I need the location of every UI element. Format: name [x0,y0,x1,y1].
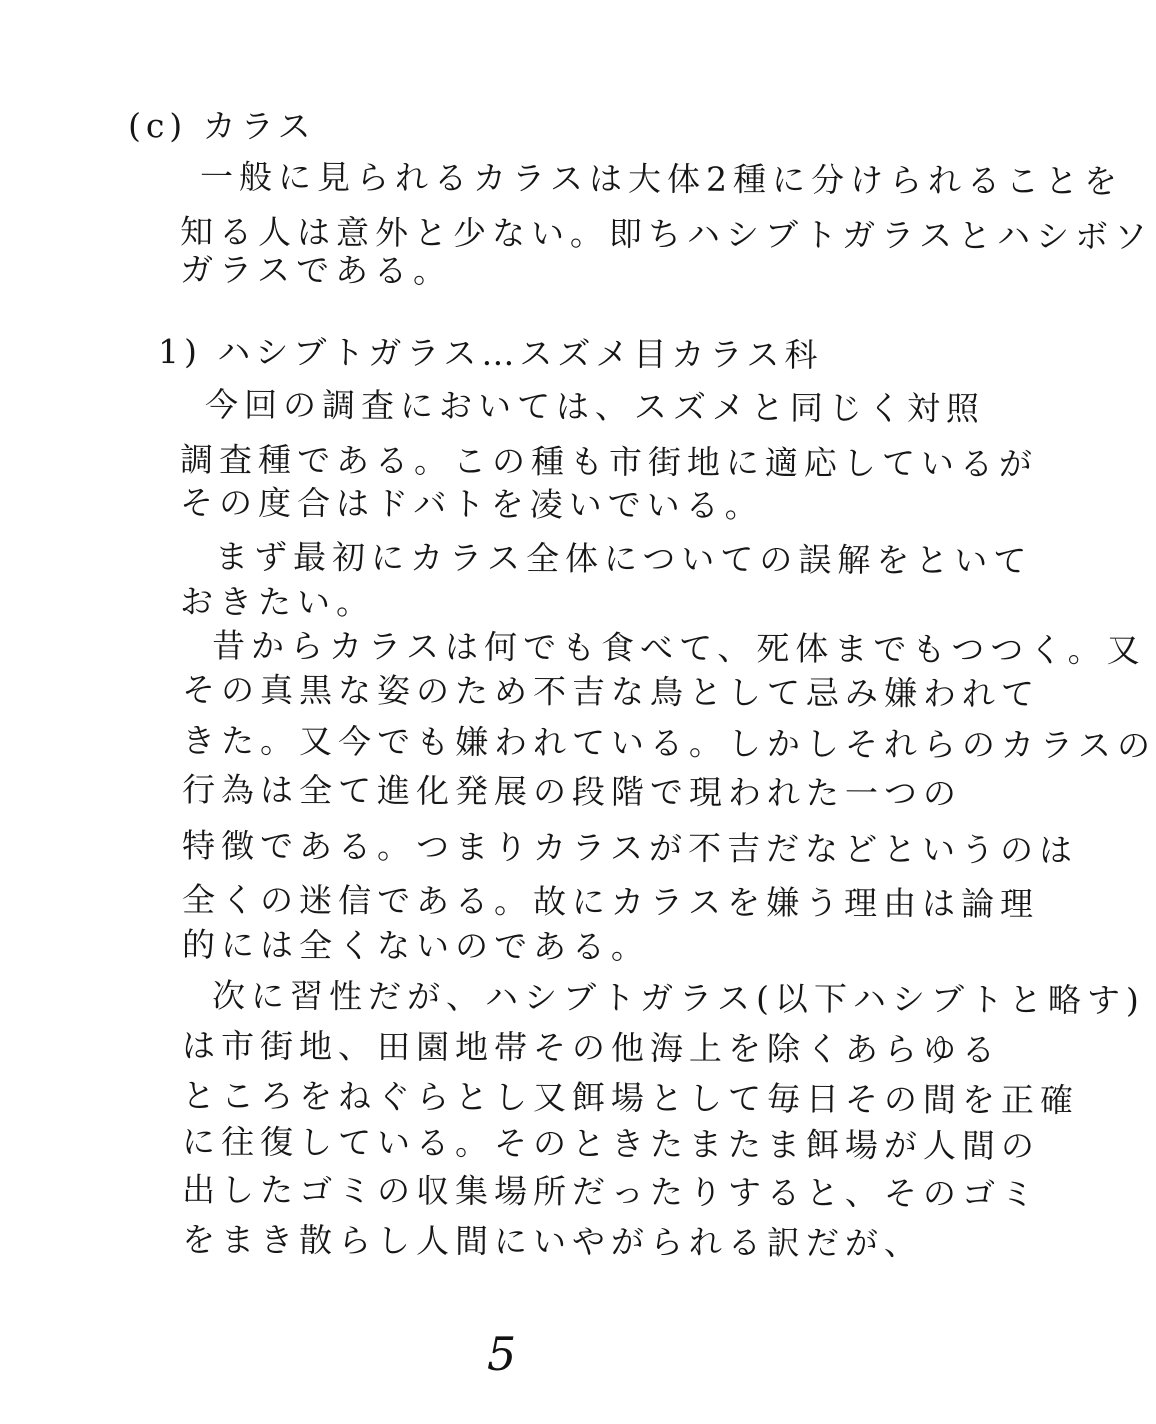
body-line-1: 今回の調査においては、スズメと同じく対照 [204,385,986,429]
body-line-16: に往復している。そのときたまたま餌場が人間の [181,1122,1041,1166]
intro-line-3: ガラスである。 [179,250,453,291]
intro-line-1: 一般に見られるカラスは大体2種に分けられることを [199,157,1124,201]
body-line-14: は市街地、田園地帯その他海上を除くあらゆる [181,1026,1002,1070]
page-number: 5 [487,1327,517,1381]
body-line-10: 特徴である。つまりカラスが不吉だなどというのは [181,826,1079,870]
body-line-6: 昔からカラスは何でも食べて、死体までもつつく。又 [211,626,1146,670]
body-line-2: 調査種である。この種も市街地に適応しているが [179,440,1039,484]
body-line-8: きた。又今でも嫌われている。しかしそれらのカラスの [181,721,1156,766]
body-line-9: 行為は全て進化発展の段階で現われた一つの [181,770,963,814]
body-line-15: ところをねぐらとし又餌場として毎日その間を正確 [181,1076,1080,1120]
body-line-13: 次に習性だが、ハシブトガラス(以下ハシブトと略す) [211,976,1145,1020]
body-line-5: おきたい。 [179,582,376,623]
body-line-4: まず最初にカラス全体についての誤解をといて [214,537,1033,581]
section-heading: (c) カラス [127,106,316,146]
body-line-17: 出したゴミの収集場所だったりすると、そのゴミ [181,1170,1041,1214]
body-line-7: その真黒な姿のため不吉な鳥として忌み嫌われて [181,670,1041,714]
subsection-heading: 1) ハシブトガラス…スズメ目カラス科 [157,332,823,375]
body-line-3: その度合はドバトを凌いでいる。 [179,483,764,526]
body-line-11: 全くの迷信である。故にカラスを嫌う理由は論理 [181,880,1040,924]
body-line-18: をまき散らし人間にいやがられる訳だが、 [181,1220,924,1263]
intro-line-2: 知る人は意外と少ない。即ちハシブトガラスとハシボソ [179,212,1154,257]
body-line-12: 的には全くないのである。 [181,925,651,967]
